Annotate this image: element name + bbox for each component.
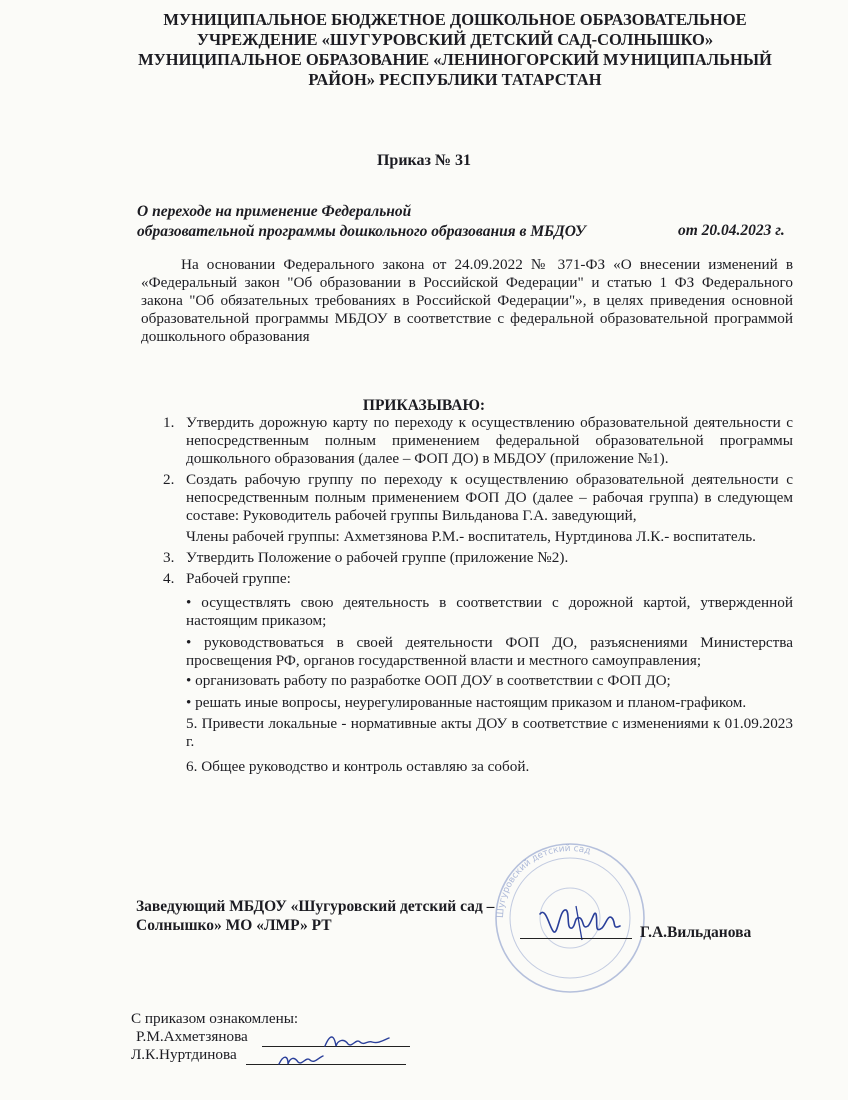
decree-item-text: Утвердить дорожную карту по переходу к осуществлению образовательной деятельности с непосредственным полным применением федеральной образовательной программы дошкольного образования (далее – ФОП ДО) в МБДОУ (приложение №1). (186, 414, 793, 467)
stamp-text: Шугуровский детский сад (495, 843, 592, 919)
decree-list (163, 414, 793, 776)
task-bullet-2: • руководствоваться в своей деятельности ФОП ДО, разъяснениями Министерства просвещения РФ, органов государственной власти и местного самоуправления; (186, 634, 793, 669)
acknowledgement-block (131, 1010, 298, 1064)
signer-block (136, 897, 494, 935)
decree-item-number: 1. (163, 414, 175, 431)
header-line-3: МУНИЦИПАЛЬНОЕ ОБРАЗОВАНИЕ «ЛЕНИНОГОРСКИЙ МУНИЦИПАЛЬНЫЙ (138, 50, 772, 69)
task-bullet-4: • решать иные вопросы, неурегулированные настоящим приказом и планом-графиком. (186, 694, 747, 711)
decree-item-number: 4. (163, 570, 175, 587)
acknowledgement-person-2: Л.К.Нуртдинова (131, 1046, 237, 1063)
signer-name: Г.А.Вильданова (640, 924, 752, 941)
decree-heading: ПРИКАЗЫВАЮ: (362, 397, 486, 414)
decree-item-3 (163, 549, 793, 567)
task-bullet-1: • осуществлять свою деятельность в соответствии с дорожной картой, утвержденной настоящим приказом; (186, 594, 793, 629)
preamble-paragraph: На основании Федерального закона от 24.09.2022 № 371-ФЗ «О внесении изменений в «Федеральный закон "Об образовании в Российской Федерации" и статью 1 ФЗ Федерального закона "Об обязательных требованиях в Российской Федерации"», в целях приведения основной образовательной программы МБДОУ в соответствие с федеральной образовательной программой дошкольного образования (141, 256, 793, 345)
decree-item-4 (163, 570, 793, 588)
decree-item-5: 5. Привести локальные - нормативные акты ДОУ в соответствие с изменениями к 01.09.2023 г. (186, 715, 793, 750)
signature-line (520, 938, 632, 939)
decree-item-text: Утвердить Положение о рабочей группе (приложение №2). (186, 549, 569, 566)
acknowledgement-line-2 (246, 1064, 406, 1065)
signer-position-line-2: Солнышко» МО «ЛМР» РТ (136, 917, 332, 934)
decree-item-text: Создать рабочую группу по переходу к осуществлению образовательной деятельности с непосредственным полным применением ФОП ДО (далее – рабочая группа) в следующем составе: Руководитель рабочей группы Вильданова Г.А. заведующий, (186, 471, 793, 524)
institution-header (110, 10, 800, 90)
acknowledgement-signature-2 (276, 1050, 326, 1070)
director-signature (536, 900, 628, 942)
acknowledgement-person-1: Р.М.Ахметзянова (136, 1028, 248, 1045)
acknowledgement-heading: С приказом ознакомлены: (131, 1010, 299, 1027)
order-subject (137, 202, 586, 242)
decree-item-number: 3. (163, 549, 175, 566)
decree-item-6: 6. Общее руководство и контроль оставляю за собой. (186, 758, 530, 775)
decree-item-1 (163, 414, 793, 468)
header-line-1: МУНИЦИПАЛЬНОЕ БЮДЖЕТНОЕ ДОШКОЛЬНОЕ ОБРАЗОВАТЕЛЬНОЕ (163, 10, 747, 29)
decree-item-text: Рабочей группе: (186, 570, 291, 587)
working-group-members: Члены рабочей группы: Ахметзянова Р.М.- воспитатель, Нуртдинова Л.К.- воспитатель. (186, 528, 756, 545)
order-subject-line-2: образовательной программы дошкольного образования в МБДОУ (137, 223, 586, 240)
task-bullet-3: • организовать работу по разработке ООП ДОУ в соответствии с ФОП ДО; (186, 672, 671, 689)
acknowledgement-signature-1 (322, 1030, 392, 1052)
decree-item-2 (163, 471, 793, 546)
decree-item-number: 2. (163, 471, 175, 488)
header-line-4: РАЙОН» РЕСПУБЛИКИ ТАТАРСТАН (308, 70, 602, 89)
signer-position-line-1: Заведующий МБДОУ «Шугуровский детский сад – (136, 898, 495, 915)
order-date: от 20.04.2023 г. (678, 222, 785, 239)
order-title: Приказ № 31 (376, 152, 472, 169)
header-line-2: УЧРЕЖДЕНИЕ «ШУГУРОВСКИЙ ДЕТСКИЙ САД-СОЛНЫШКО» (196, 30, 714, 49)
order-subject-line-1: О переходе на применение Федеральной (137, 203, 412, 220)
